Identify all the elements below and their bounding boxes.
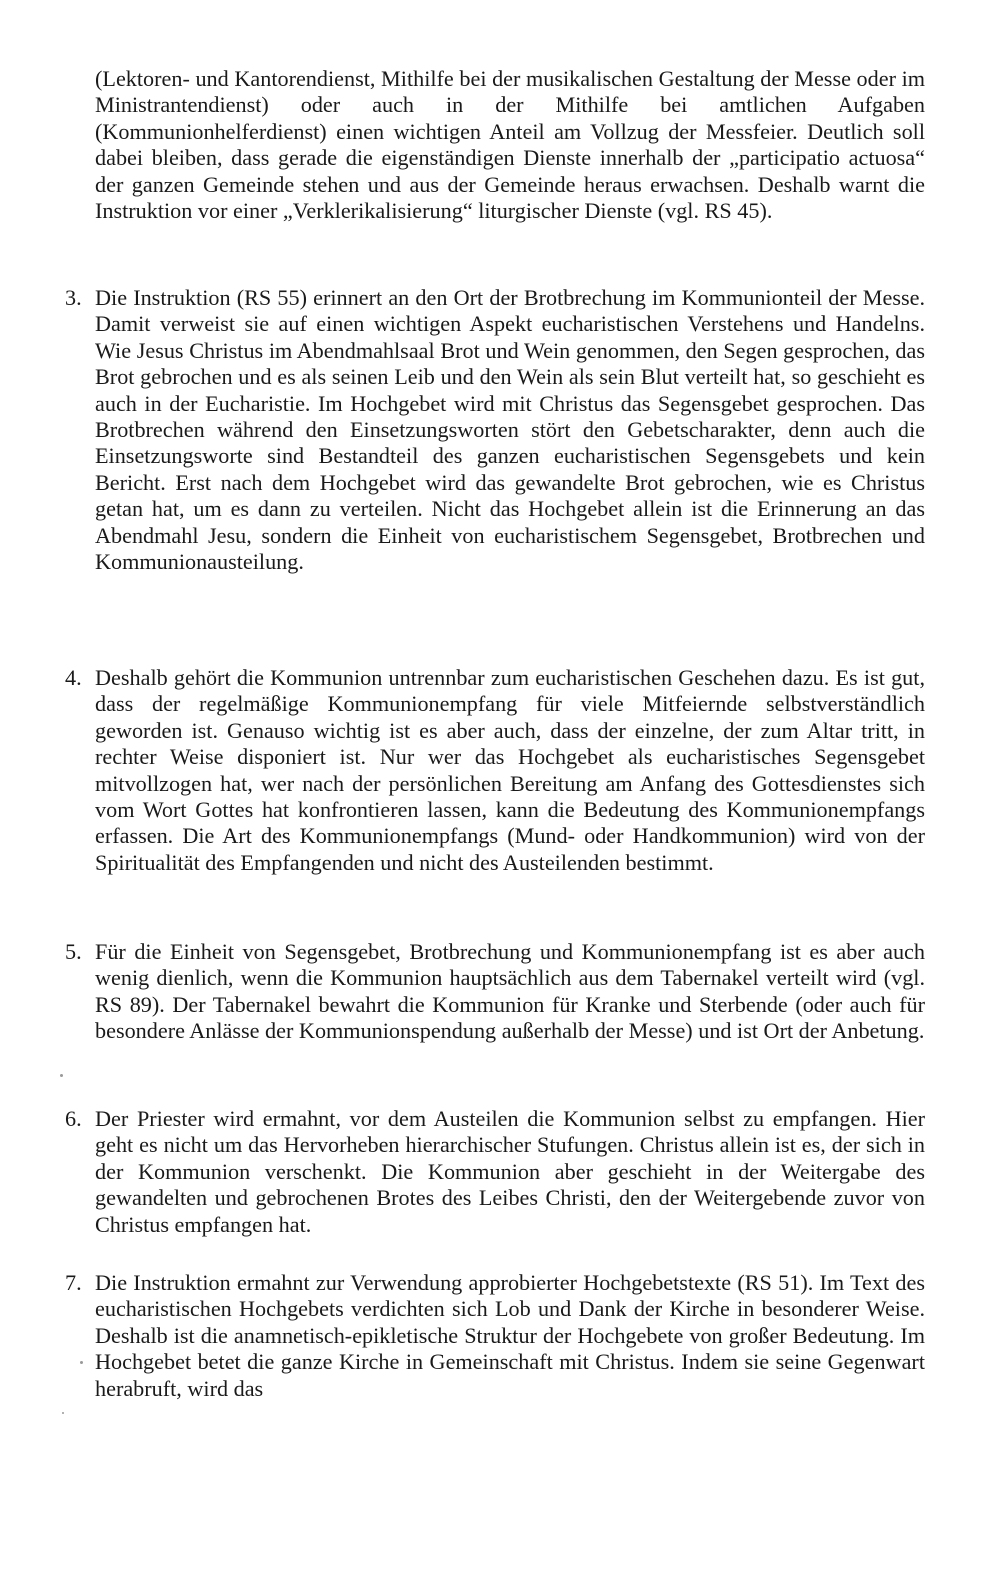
item-number: 7.: [65, 1270, 82, 1295]
item-text: Der Priester wird ermahnt, vor dem Austeilen die Kommunion selbst zu empfangen. Hier geht es nicht um das Hervorheben hierarchischer Stufungen. Christus allein ist es, der sich in der Kommunion verschenkt. Die Kommunion aber geschieht in der Weitergabe des gewandelten und gebrochenen Brotes des Leibes Christi, den der Weitergebende zuvor von Christus empfangen hat.: [95, 1106, 925, 1237]
scan-speck: [60, 1074, 63, 1077]
item-number: 6.: [65, 1106, 82, 1131]
list-item: [65, 665, 925, 876]
item-text: Deshalb gehört die Kommunion untrennbar zum eucharistischen Geschehen dazu. Es ist gut, dass der regelmäßige Kommunionempfang für viele Mitfeiernde selbstverständlich geworden ist. Genauso wichtig ist es aber auch, dass der einzelne, der zum Altar tritt, in rechter Weise disponiert ist. Nur wer das Hochgebet als eucharistisches Segensgebet mitvollzogen hat, wer nach der persönlichen Bereitung am Anfang des Gottesdienstes sich vom Wort Gottes hat konfrontieren lassen, kann die Bedeutung des Kommunionempfangs erfassen. Die Art des Kommunionempfangs (Mund- oder Handkommunion) wird von der Spiritualität des Empfangenden und nicht des Austeilenden bestimmt.: [95, 665, 925, 875]
item-text: Die Instruktion (RS 55) erinnert an den Ort der Brotbrechung im Kommunionteil der Messe. Damit verweist sie auf einen wichtigen Aspekt eucharistischen Verstehens und Handelns. Wie Jesus Christus im Abendmahlsaal Brot und Wein genommen, den Segen gesprochen, das Brot gebrochen und es als seinen Leib und den Wein als sein Blut verteilt hat, so geschieht es auch in der Eucharistie. Im Hochgebet wird mit Christus das Segensgebet gesprochen. Das Brotbrechen während den Einsetzungsworten stört den Gebetscharakter, denn auch die Einsetzungsworte sind Bestandteil des ganzen eucharistischen Segensgebets und kein Bericht. Erst nach dem Hochgebet wird das gewandelte Brot gebrochen, wie es Christus getan hat, um es dann zu verteilen. Nicht das Hochgebet allein ist die Erinnerung an das Abendmahl Jesu, sondern die Einheit von eucharistischem Segensgebet, Brotbrechen und Kommunionausteilung.: [95, 285, 925, 575]
list-item: [65, 1106, 925, 1238]
item-text: Die Instruktion ermahnt zur Verwendung approbierter Hochgebetstexte (RS 51). Im Text des eucharistischen Hochgebets verdichten sich Lob und Dank der Kirche in besonderer Weise. Deshalb ist die anamnetisch-epikletische Struktur der Hochgebete von großer Bedeutung. Im Hochgebet betet die ganze Kirche in Gemeinschaft mit Christus. Indem sie seine Gegenwart herabruft, wird das: [95, 1270, 925, 1401]
item-number: 3.: [65, 285, 82, 310]
intro-paragraph: (Lektoren- und Kantorendienst, Mithilfe bei der musikalischen Gestaltung der Messe oder im Ministrantendienst) oder auch in der Mithilfe bei amtlichen Aufgaben (Kommunionhelferdienst) einen wichtigen Anteil am Vollzug der Messfeier. Deutlich soll dabei bleiben, dass gerade die eigenständigen Dienste innerhalb der „participatio actuosa“ der ganzen Gemeinde stehen und aus der Gemeinde heraus erwachsen. Deshalb warnt die Instruktion vor einer „Verklerikalisierung“ liturgischer Dienste (vgl. RS 45).: [95, 66, 925, 224]
scan-speck: [62, 1412, 64, 1414]
list-item: [65, 285, 925, 575]
list-item: [65, 1270, 925, 1402]
item-number: 4.: [65, 665, 82, 690]
list-item: [65, 939, 925, 1045]
scan-speck: [80, 1361, 83, 1364]
item-number: 5.: [65, 939, 82, 964]
item-text: Für die Einheit von Segensgebet, Brotbrechung und Kommunionempfang ist es aber auch wenig dienlich, wenn die Kommunion hauptsächlich aus dem Tabernakel verteilt wird (vgl. RS 89). Der Tabernakel bewahrt die Kommunion für Kranke und Sterbende (oder auch für besondere Anlässe der Kommunionspendung außerhalb der Messe) und ist Ort der Anbetung.: [95, 939, 925, 1044]
